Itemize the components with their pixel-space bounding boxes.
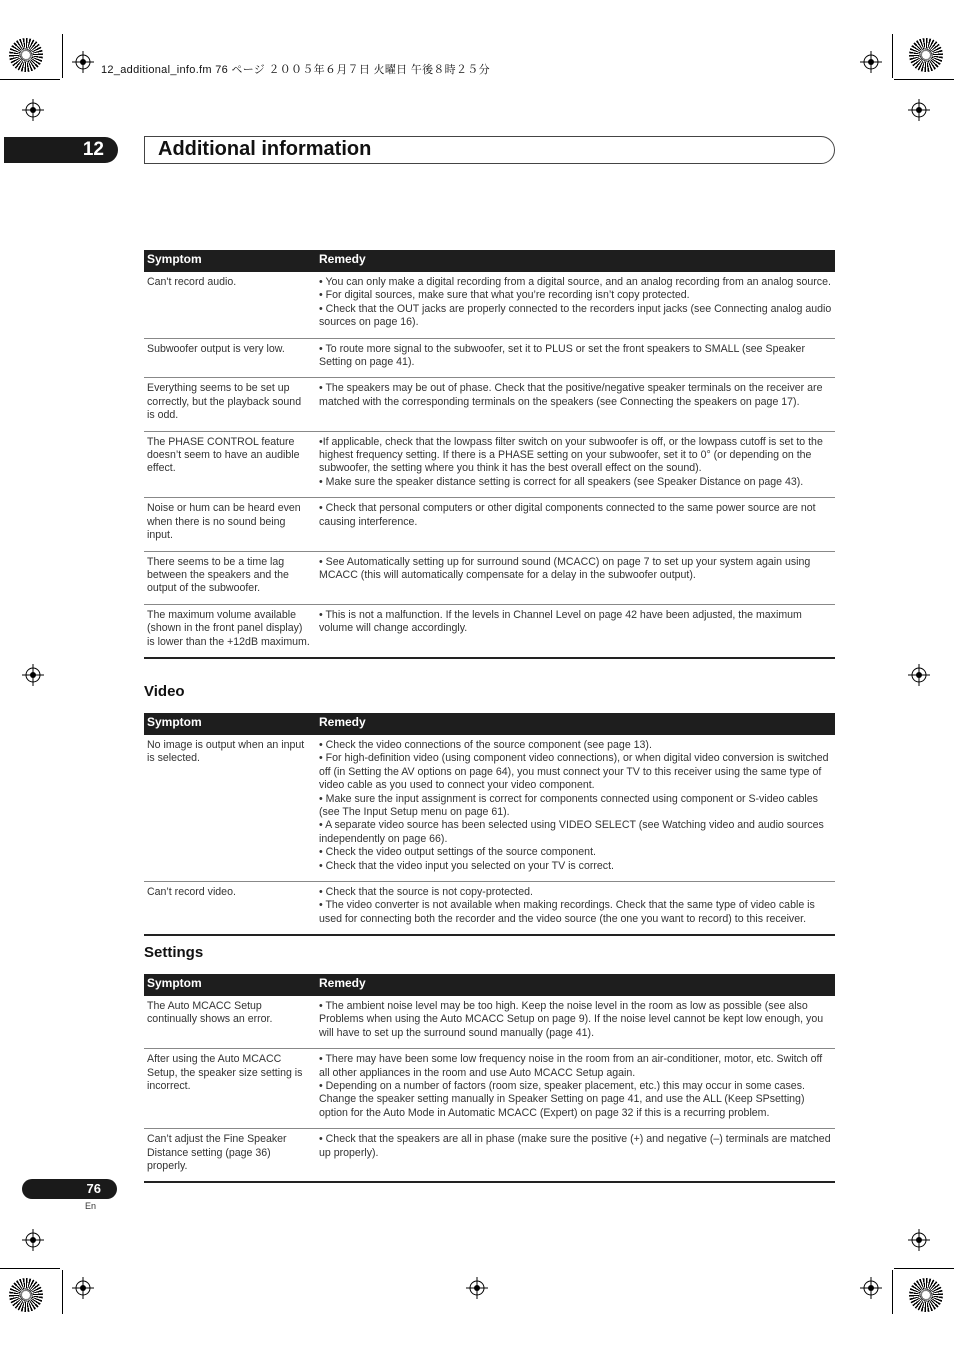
remedy-cell: • Check that personal computers or other digital components connected to the same power source are not causing interference. bbox=[316, 498, 835, 551]
remedy-cell: • The ambient noise level may be too high. Keep the noise level in the room as low as possible (see also Problems when using the Auto MCACC Setup on page 9). If the noise level cannot be kept low enough, you will have to set up the surround sound manually (page 41). bbox=[316, 996, 835, 1049]
registration-target-icon bbox=[466, 1277, 488, 1299]
table-row bbox=[144, 1129, 835, 1183]
remedy-cell: • Check that the speakers are all in phase (make sure the positive (+) and negative (–) terminals are matched up properly). bbox=[316, 1129, 835, 1183]
column-header-symptom: Symptom bbox=[144, 974, 316, 996]
table-row bbox=[144, 882, 835, 936]
table-row bbox=[144, 735, 835, 882]
symptom-cell: Everything seems to be set up correctly, but the playback sound is odd. bbox=[144, 378, 316, 431]
page-number: 76 bbox=[22, 1179, 117, 1199]
registration-target-icon bbox=[22, 664, 44, 686]
symptom-cell: Can't record audio. bbox=[144, 272, 316, 338]
column-header-remedy: Remedy bbox=[316, 974, 835, 996]
table-row bbox=[144, 551, 835, 604]
symptom-cell: No image is output when an input is selected. bbox=[144, 735, 316, 882]
registration-sunburst-icon bbox=[9, 38, 43, 72]
remedy-cell: • See Automatically setting up for surround sound (MCACC) on page 7 to set up your system again using MCACC (this will automatically compensate for a delay in the subwoofer output). bbox=[316, 551, 835, 604]
registration-target-icon bbox=[72, 1277, 94, 1299]
remedy-cell: • This is not a malfunction. If the levels in Channel Level on page 42 have been adjusted, the maximum volume will change accordingly. bbox=[316, 604, 835, 658]
registration-target-icon bbox=[908, 1229, 930, 1251]
registration-target-icon bbox=[22, 1229, 44, 1251]
table-row bbox=[144, 604, 835, 658]
troubleshooting-table-general bbox=[144, 250, 835, 659]
registration-sunburst-icon bbox=[909, 1278, 943, 1312]
remedy-cell: • Check the video connections of the source component (see page 13). • For high-definition video (using component video connections), or when digital video conversion is switched off (in Setting the AV options on page 64), you must connect your TV to this receiver using the same type of video cable as you used to connect your video component. • Make sure the input assignment is correct for components connected using component or S-video cables (see The Input Setup menu on page 61). • A separate video source has been selected using VIDEO SELECT (see Watching video and audio sources independently on page 66). • Check the video output settings of the source component. • Check that the video input you selected on your TV is correct. bbox=[316, 735, 835, 882]
symptom-cell: Can’t record video. bbox=[144, 882, 316, 936]
column-header-symptom: Symptom bbox=[144, 713, 316, 735]
registration-target-icon bbox=[72, 51, 94, 73]
troubleshooting-table-settings bbox=[144, 974, 835, 1183]
symptom-cell: After using the Auto MCACC Setup, the speaker size setting is incorrect. bbox=[144, 1049, 316, 1129]
table-row bbox=[144, 338, 835, 378]
remedy-cell: •If applicable, check that the lowpass filter switch on your subwoofer is off, or the lowpass cutoff is set to the highest frequency setting. If there is a PHASE setting on your subwoofer, set it to 0° (or depending on the subwoofer, the setting where you think it has the best overall effect on the sound). • Make sure the speaker distance setting is correct for all speakers (see Speaker Distance on page 43). bbox=[316, 431, 835, 498]
crop-mark bbox=[62, 34, 63, 78]
registration-target-icon bbox=[908, 664, 930, 686]
registration-target-icon bbox=[908, 99, 930, 121]
remedy-cell: • To route more signal to the subwoofer, set it to PLUS or set the front speakers to SMALL (see Speaker Setting on page 41). bbox=[316, 338, 835, 378]
remedy-cell: • The speakers may be out of phase. Check that the positive/negative speaker terminals on the receiver are matched with the corresponding terminals on the speakers (see Connecting the speakers on page 17). bbox=[316, 378, 835, 431]
language-code: En bbox=[85, 1201, 97, 1211]
table-row bbox=[144, 996, 835, 1049]
symptom-cell: The Auto MCACC Setup continually shows an error. bbox=[144, 996, 316, 1049]
troubleshooting-table-video bbox=[144, 713, 835, 936]
section-title-video: Video bbox=[144, 683, 185, 700]
remedy-cell: • There may have been some low frequency noise in the room from an air-conditioner, motor, etc. Switch off all other appliances in the room and use Auto MCACC Setup again. • Depending on a number of factors (room size, speaker placement, etc.) this may occur in some cases. Change the speaker setting manually in Speaker Setting on page 41, and use the ALL (Keep SPsetting) option for the Auto Mode in Automatic MCACC (Expert) on page 32 if this is a recurring problem. bbox=[316, 1049, 835, 1129]
column-header-symptom: Symptom bbox=[144, 250, 316, 272]
crop-mark bbox=[894, 79, 954, 80]
registration-target-icon bbox=[860, 1277, 882, 1299]
crop-mark bbox=[0, 79, 60, 80]
table-row bbox=[144, 272, 835, 338]
symptom-cell: The PHASE CONTROL feature doesn’t seem to have an audible effect. bbox=[144, 431, 316, 498]
table-row bbox=[144, 378, 835, 431]
symptom-cell: Noise or hum can be heard even when there is no sound being input. bbox=[144, 498, 316, 551]
registration-sunburst-icon bbox=[9, 1278, 43, 1312]
chapter-title: Additional information bbox=[158, 138, 372, 160]
column-header-remedy: Remedy bbox=[316, 713, 835, 735]
chapter-number-tab: 12 bbox=[4, 137, 118, 163]
crop-mark bbox=[892, 34, 893, 78]
remedy-cell: • You can only make a digital recording from a digital source, and an analog recording from an analog source. • For digital sources, make sure that what you’re recording isn’t copy protected. • Check that the OUT jacks are properly connected to the recorders input jacks (see Connecting analog audio sources on page 16). bbox=[316, 272, 835, 338]
registration-target-icon bbox=[860, 51, 882, 73]
crop-mark bbox=[894, 1268, 954, 1269]
registration-sunburst-icon bbox=[909, 38, 943, 72]
symptom-cell: There seems to be a time lag between the speakers and the output of the subwoofer. bbox=[144, 551, 316, 604]
crop-mark bbox=[0, 1268, 60, 1269]
remedy-cell: • Check that the source is not copy-protected. • The video converter is not available when making recordings. Check that the same type of video cable is used for connecting both the recorder and the video source (the one you want to record) to this receiver. bbox=[316, 882, 835, 936]
table-row bbox=[144, 498, 835, 551]
symptom-cell: The maximum volume available (shown in the front panel display) is lower than the +12dB maximum. bbox=[144, 604, 316, 658]
table-row bbox=[144, 1049, 835, 1129]
registration-target-icon bbox=[22, 99, 44, 121]
crop-mark bbox=[892, 1270, 893, 1314]
crop-mark bbox=[62, 1270, 63, 1314]
symptom-cell: Subwoofer output is very low. bbox=[144, 338, 316, 378]
column-header-remedy: Remedy bbox=[316, 250, 835, 272]
symptom-cell: Can’t adjust the Fine Speaker Distance setting (page 36) properly. bbox=[144, 1129, 316, 1183]
file-header-line: 12_additional_info.fm 76 ページ ２００５年６月７日 火曜日 午後８時２５分 bbox=[101, 64, 490, 76]
section-title-settings: Settings bbox=[144, 944, 204, 961]
table-row bbox=[144, 431, 835, 498]
